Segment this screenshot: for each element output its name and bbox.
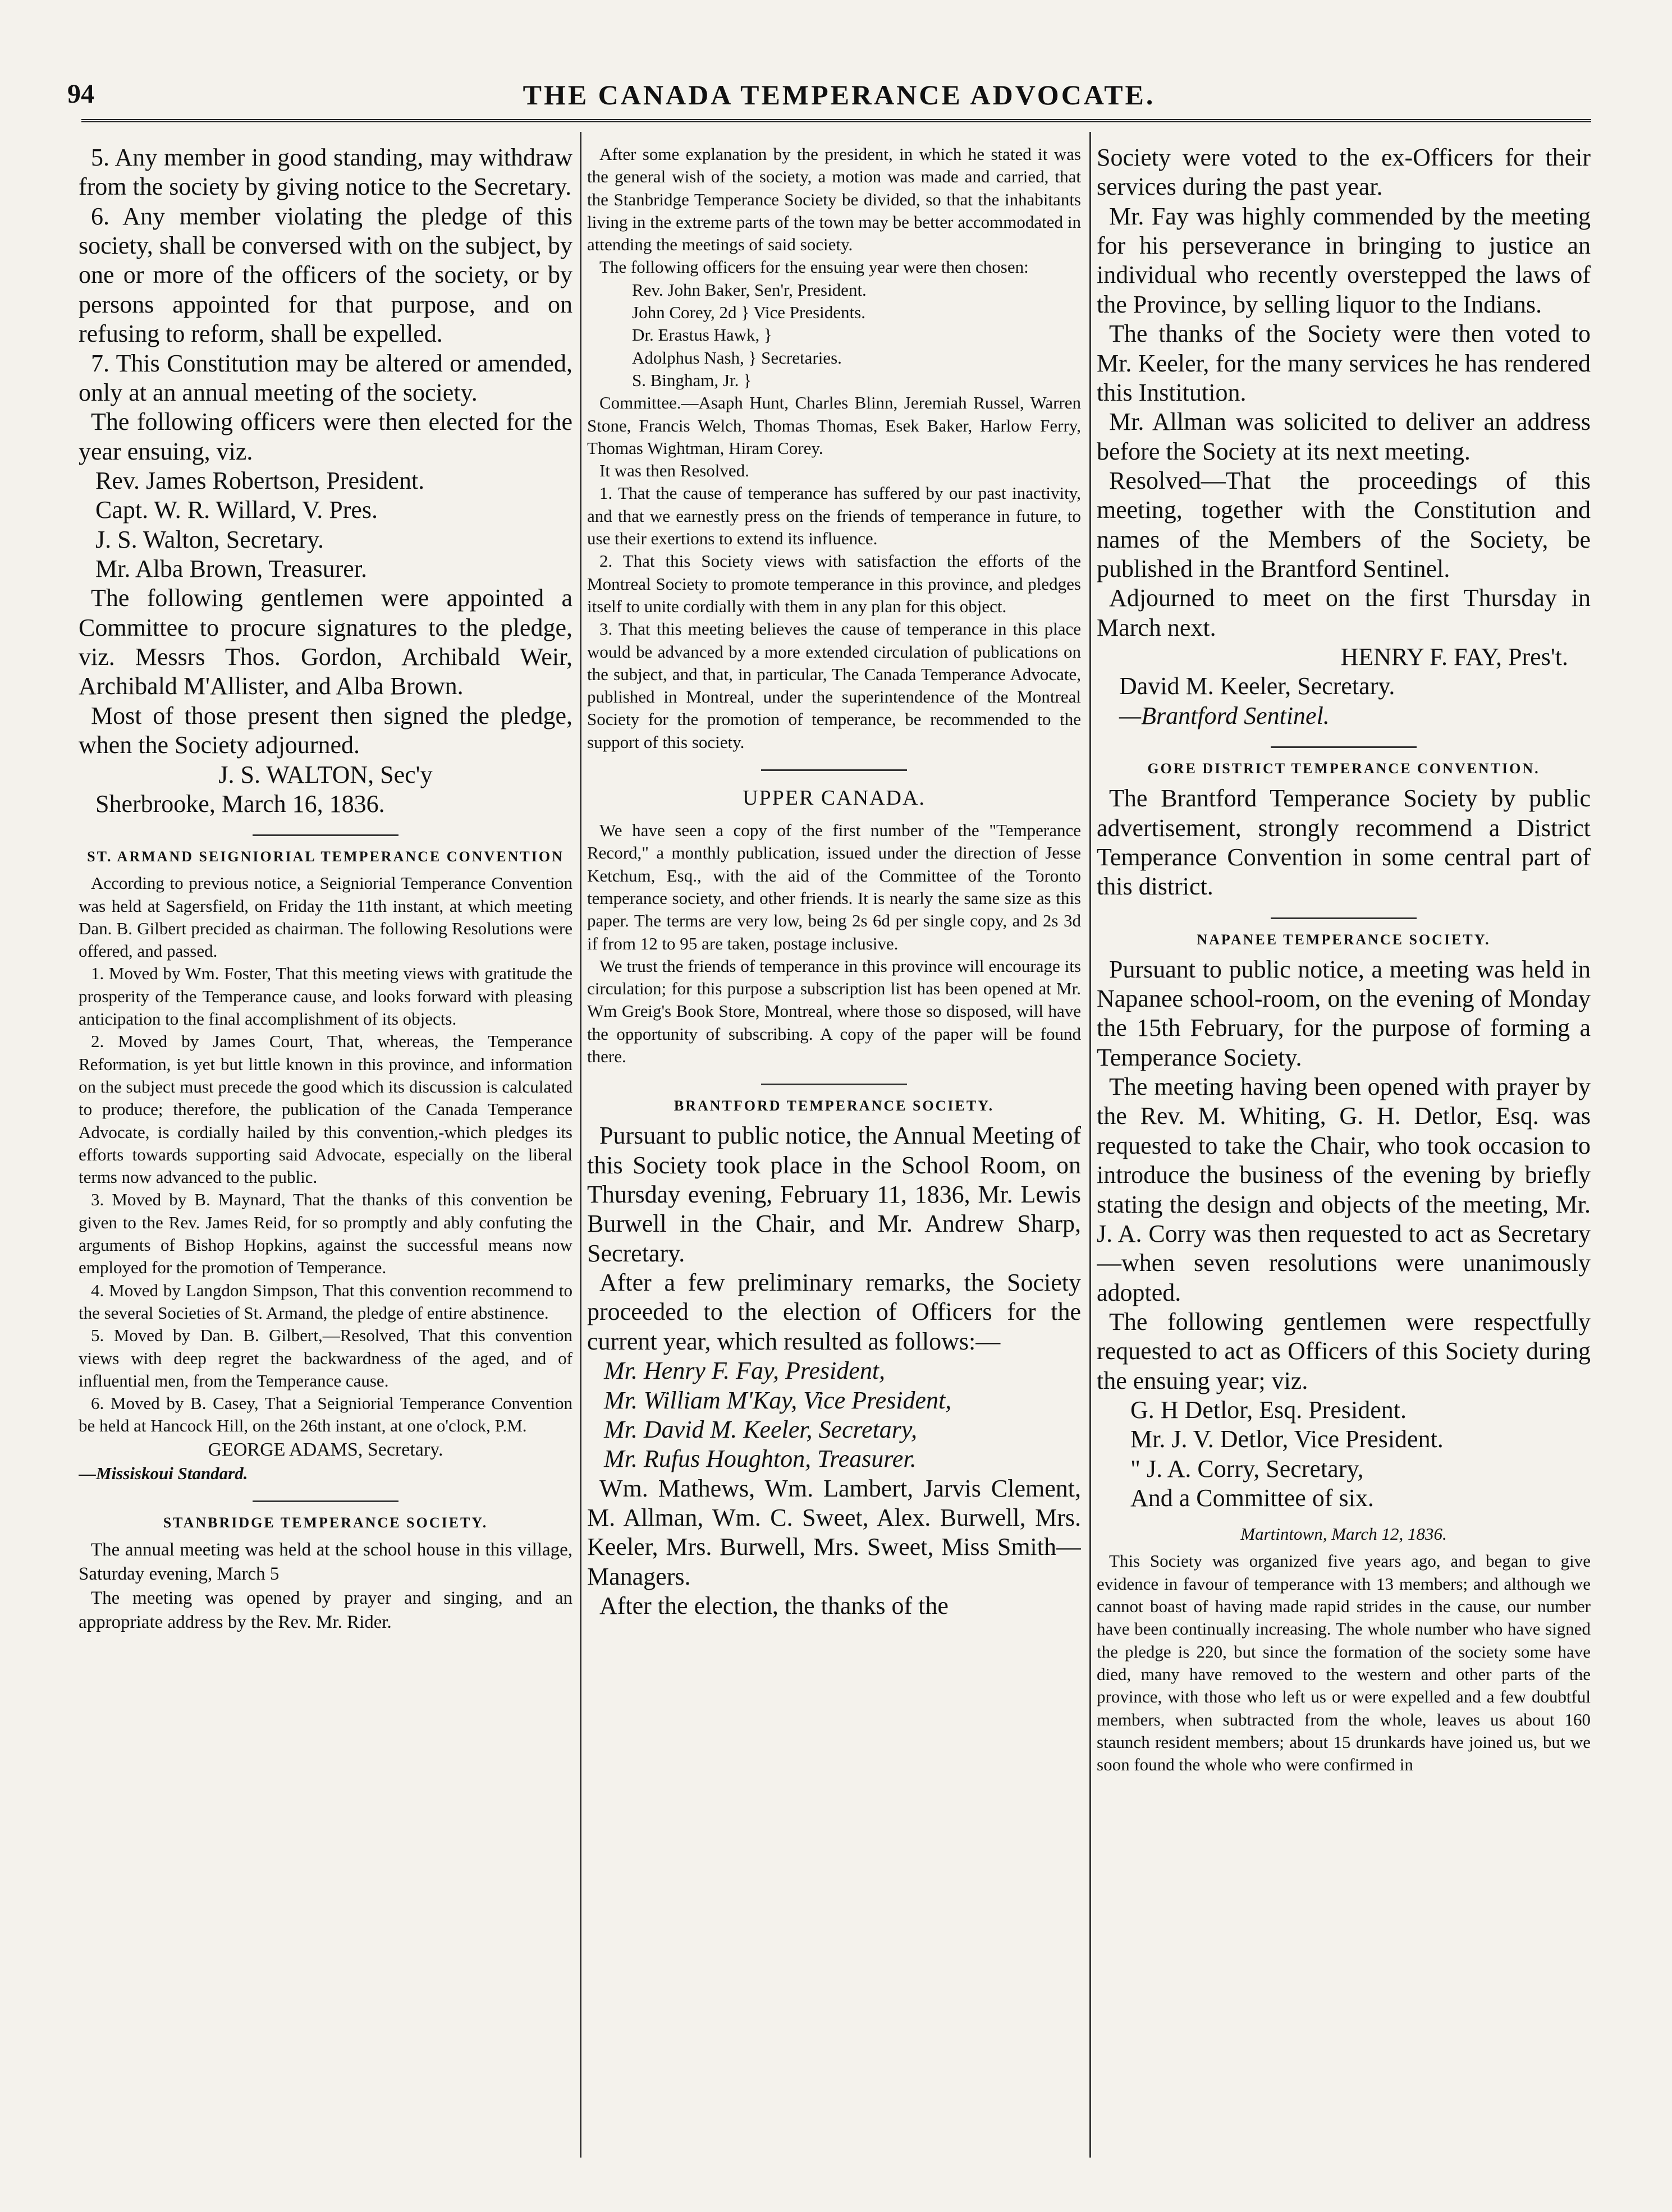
paragraph: Pursuant to public notice, a meeting was held in Napanee school-room, on the evening of Monday the 15th February, for the purpose of forming a Temperance Society. [1097, 955, 1591, 1071]
resolution: 2. Moved by James Court, That, whereas, the Temperance Reformation, is yet but little known in this province, and information on the subject must precede the good which its discussion is calculated to produce; therefore, the publication of the Canada Temperance Advocate, is cordially hailed by this convention,-which pledges its efforts towards supporting said Advocate, especially on the liberal terms now advanced to the public. [79, 1031, 572, 1187]
constitution-article [79, 143, 572, 819]
masthead [67, 79, 1611, 118]
paragraph: The Brantford Temperance Society by public advertisement, strongly recommend a District Temperance Convention in some central part of this district. [1097, 784, 1591, 901]
officer-line: Mr. Rufus Houghton, Treasurer. [604, 1445, 917, 1473]
column-2 [587, 143, 1081, 2163]
paragraph: The following officers were then elected for the year ensuing, viz. [79, 408, 572, 465]
officer-line: Rev. James Robertson, President. [95, 466, 425, 494]
section-separator [761, 1084, 907, 1085]
section-heading: STANBRIDGE TEMPERANCE SOCIETY. [163, 1515, 488, 1531]
source-credit: —Brantford Sentinel. [1119, 701, 1330, 729]
gore-district-article [1097, 760, 1591, 901]
brantford-continued [1097, 143, 1591, 731]
section-heading: GORE DISTRICT TEMPERANCE CONVENTION. [1147, 760, 1540, 777]
officer-line: " J. A. Corry, Secretary, [1130, 1454, 1364, 1483]
officer-line: John Corey, 2d } Vice Presidents. [632, 302, 865, 323]
secretary-line: David M. Keeler, Secretary. [1119, 672, 1395, 700]
paragraph: The thanks of the Society were then voted to Mr. Keeler, for the many services he has rendered this Institution. [1097, 320, 1591, 406]
paper-title: THE CANADA TEMPERANCE ADVOCATE. [523, 79, 1156, 111]
committee-list: Committee.—Asaph Hunt, Charles Blinn, Jeremiah Russel, Warren Stone, Francis Welch, Thomas Thomas, Esek Baker, Harlow Ferry, Thomas Wightman, Hiram Corey. [587, 393, 1081, 458]
paragraph: The annual meeting was held at the school house in this village, Saturday evening, March 5 [79, 1540, 572, 1585]
officer-line: Dr. Erastus Hawk, } [632, 325, 772, 345]
column-divider [580, 132, 581, 2158]
resolution: 5. Moved by Dan. B. Gilbert,—Resolved, That this convention views with deep regret the backwardness of the aged, and of influential men, from the Temperance cause. [79, 1325, 572, 1390]
paragraph: According to previous notice, a Seigniorial Temperance Convention was held at Sagersfield, on Friday the 11th instant, at which meeting Dan. B. Gilbert precided as chairman. The following Resolutions were offered, and passed. [79, 873, 572, 961]
section-separator [1271, 917, 1417, 919]
officer-line: G. H Detlor, Esq. President. [1130, 1396, 1407, 1424]
resolution: 1. Moved by Wm. Foster, That this meeting views with gratitude the prosperity of the Temperance cause, and looks forward with pleasing anticipation to the final accomplishment of its objects. [79, 963, 572, 1029]
officer-line: And a Committee of six. [1130, 1484, 1374, 1512]
dateline: Sherbrooke, March 16, 1836. [95, 790, 385, 818]
napanee-article [1097, 931, 1591, 1777]
paragraph: 6. Any member violating the pledge of this society, shall be conversed with on the subject, by one or more of the officers of the society, or by persons appointed for that purpose, and on refusing to reform, shall be expelled. [79, 202, 572, 348]
officer-line: J. S. Walton, Secretary. [95, 525, 324, 553]
resolution: 1. That the cause of temperance has suffered by our past inactivity, and that we earnestly press on the friends of temperance in future, to use their exertions to extend its influence. [587, 483, 1081, 549]
officer-line: Capt. W. R. Willard, V. Pres. [95, 496, 378, 524]
source-credit: —Missiskoui Standard. [79, 1463, 248, 1483]
section-heading: BRANTFORD TEMPERANCE SOCIETY. [674, 1098, 995, 1114]
stanbridge-article [79, 1515, 572, 1635]
section-separator [253, 834, 398, 836]
dateline: Martintown, March 12, 1836. [1240, 1524, 1447, 1544]
paragraph: Resolved—That the proceedings of this meeting, together with the Constitution and names of the Members of the Society, be published in the Brantford Sentinel. [1097, 466, 1591, 583]
officer-line: Mr. Alba Brown, Treasurer. [95, 555, 367, 583]
resolution: 2. That this Society views with satisfaction the efforts of the Montreal Society to promote temperance in this province, and pledges itself to unite cordially with them in any plan for this object. [587, 551, 1081, 616]
paragraph: The meeting was opened by prayer and singing, and an appropriate address by the Rev. Mr. Rider. [79, 1587, 572, 1632]
officer-line: Mr. David M. Keeler, Secretary, [604, 1415, 918, 1443]
resolution: 6. Moved by B. Casey, That a Seigniorial Temperance Convention be held at Hancock Hill, on the 26th instant, at one o'clock, P.M. [79, 1393, 572, 1436]
paragraph: The following gentlemen were appointed a Committee to procure signatures to the pledge, viz. Messrs Thos. Gordon, Archibald Weir, Archibald M'Allister, and Alba Brown. [79, 584, 572, 700]
officer-line: Mr. J. V. Detlor, Vice President. [1130, 1425, 1444, 1453]
paragraph: Mr. Fay was highly commended by the meeting for his perseverance in bringing to justice an individual who recently overstepped the laws of the Province, by selling liquor to the Indians. [1097, 202, 1591, 318]
st-armand-article [79, 848, 572, 1485]
resolution: 3. That this meeting believes the cause of temperance in this place would be advanced by a more extended circulation of publications on the subject, and that, in particular, The Canada Temperance Advocate, published in Montreal, under the superintendence of the Montreal Society for the promotion of temperance, be recommended to the support of this society. [587, 619, 1081, 752]
column-divider [1089, 132, 1091, 2158]
brantford-article [587, 1098, 1081, 1621]
paragraph: We trust the friends of temperance in this province will encourage its circulation; for this purpose a subscription list has been opened at Mr. Wm Greig's Book Store, Montreal, where those so disposed, will have the opportunity of subscribing. A copy of the paper will be found there. [587, 956, 1081, 1066]
column-3 [1097, 143, 1591, 2163]
signature: HENRY F. FAY, Pres't. [1340, 643, 1568, 671]
paragraph: It was then Resolved. [599, 461, 749, 481]
officer-line: Mr. William M'Kay, Vice President, [604, 1386, 952, 1414]
officer-line: Rev. John Baker, Sen'r, President. [632, 279, 867, 300]
paragraph: After a few preliminary remarks, the Society proceeded to the election of Officers for the current year, which resulted as follows:— [587, 1269, 1081, 1355]
column-1 [79, 143, 572, 2163]
paragraph: The following gentlemen were respectfully requested to act as Officers of this Society during the ensuing year; viz. [1097, 1307, 1591, 1394]
section-separator [1271, 746, 1417, 748]
paragraph: We have seen a copy of the first number of the "Temperance Record," a monthly publication, issued under the direction of Jesse Ketchum, Esq., with the aid of the Committee of the Toronto temperance society, and other friends. It is nearly the same size as this paper. The terms are very low, being 2s 6d per single copy, and 2s 3d if from 12 to 95 are taken, postage inclusive. [587, 820, 1081, 953]
section-separator [253, 1500, 398, 1502]
section-heading: ST. ARMAND SEIGNIORIAL TEMPERANCE CONVENTION [87, 848, 564, 865]
managers-list: Wm. Mathews, Wm. Lambert, Jarvis Clement, M. Allman, Wm. C. Sweet, Alex. Burwell, Mrs. Keeler, Mrs. Burwell, Mrs. Sweet, Miss Smith—Managers. [587, 1474, 1081, 1590]
paragraph: The meeting having been opened with prayer by the Rev. M. Whiting, G. H. Detlor, Esq. was requested to take the Chair, who took occasion to introduce the business of the evening by briefly stating the design and objects of the meeting, Mr. J. A. Corry was then requested to act as Secretary—when seven resolutions were unanimously adopted. [1097, 1073, 1591, 1306]
stanbridge-continued [587, 143, 1081, 754]
paragraph: After some explanation by the president, in which he stated it was the general wish of the society, a motion was made and carried, that the Stanbridge Temperance Society be divided, so that the inhabitants living in the extreme parts of the town may be better accommodated in attending the meetings of said society. [587, 144, 1081, 255]
header-rule [81, 119, 1591, 122]
paragraph: 7. This Constitution may be altered or amended, only at an annual meeting of the society. [79, 349, 572, 406]
section-heading: NAPANEE TEMPERANCE SOCIETY. [1197, 931, 1491, 948]
paragraph: Pursuant to public notice, the Annual Meeting of this Society took place in the School Room, on Thursday evening, February 11, 1836, Mr. Lewis Burwell in the Chair, and Mr. Andrew Sharp, Secretary. [587, 1122, 1081, 1267]
resolution: 4. Moved by Langdon Simpson, That this convention recommend to the several Societies of St. Armand, the pledge of entire abstinence. [79, 1280, 572, 1323]
officer-line: S. Bingham, Jr. } [632, 370, 752, 390]
paragraph: Most of those present then signed the pledge, when the Society adjourned. [79, 701, 572, 759]
page-number: 94 [67, 79, 94, 109]
paragraph: After the election, the thanks of the [599, 1592, 949, 1620]
paragraph: The following officers for the ensuing year were then chosen: [599, 257, 1029, 277]
paragraph: 5. Any member in good standing, may withdraw from the society by giving notice to the Secretary. [79, 144, 572, 201]
paragraph: Mr. Allman was solicited to deliver an address before the Society at its next meeting. [1097, 408, 1591, 465]
paragraph: Society were voted to the ex-Officers for their services during the past year. [1097, 144, 1591, 201]
signature: GEORGE ADAMS, Secretary. [208, 1439, 443, 1460]
upper-canada-article [587, 786, 1081, 1068]
officer-line: Adolphus Nash, } Secretaries. [632, 347, 842, 368]
paragraph: Adjourned to meet on the first Thursday in March next. [1097, 584, 1591, 641]
section-separator [761, 769, 907, 771]
resolution: 3. Moved by B. Maynard, That the thanks of this convention be given to the Rev. James Reid, for so promptly and ably confuting the arguments of Bishop Hopkins, against the successful means now employed for the promotion of Temperance. [79, 1190, 572, 1278]
signature: J. S. WALTON, Sec'y [218, 760, 433, 788]
section-heading: UPPER CANADA. [743, 786, 926, 810]
paragraph: This Society was organized five years ago, and began to give evidence in favour of temperance with 13 members; and although we cannot boast of having made rapid strides in the cause, our number have been continually increasing. The whole number who have signed the pledge is 220, but since the formation of the society some have died, many have removed to the western and other parts of the province, with those who left us or were expelled and a few doubtful members, when subtracted from the whole, leaves us about 160 staunch resident members; about 15 drunkards have joined us, but we soon found the whole who were confirmed in [1097, 1551, 1591, 1775]
officer-line: Mr. Henry F. Fay, President, [604, 1357, 886, 1385]
